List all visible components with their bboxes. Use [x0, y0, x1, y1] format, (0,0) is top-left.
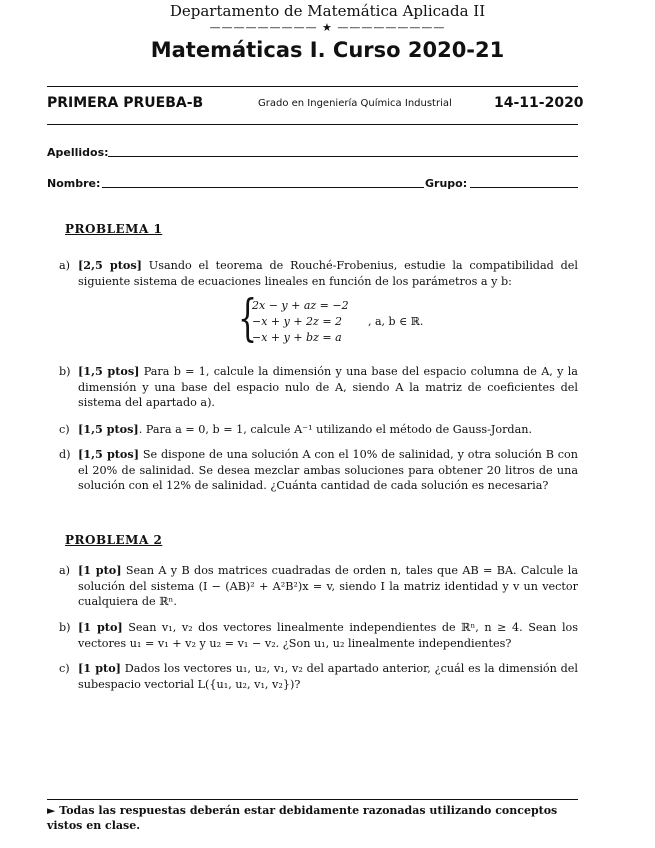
problem1-item-b — [59, 364, 578, 411]
degree-name: Grado en Ingeniería Química Industrial — [258, 98, 452, 109]
item-label: b) — [59, 621, 71, 634]
surname-field[interactable] — [108, 156, 578, 157]
exam-date: 14-11-2020 — [494, 95, 584, 111]
name-label: Nombre: — [47, 177, 101, 190]
item-label: c) — [59, 423, 70, 436]
points: [1 pto] — [78, 620, 123, 634]
course-title: Matemáticas I. Curso 2020-21 — [150, 38, 505, 62]
equation-2: −x + y + 2z = 2 — [252, 315, 343, 328]
surname-label: Apellidos: — [47, 146, 109, 159]
equation-1: 2x − y + az = −2 — [252, 299, 349, 312]
equation-3: −x + y + bz = a — [252, 331, 342, 344]
item-label: a) — [59, 259, 71, 272]
points: [2,5 ptos] — [78, 258, 142, 272]
item-text: Para b = 1, calcule la dimensión y una base del espacio columna de A, y la dimensión y una base del espacio nulo de A, siendo A la matriz de coeficientes del sistema del apartado a). — [78, 365, 578, 409]
problem1-item-c — [59, 422, 578, 438]
parameter-condition: , a, b ∈ ℝ. — [368, 315, 424, 328]
item-text: Dados los vectores u₁, u₂, v₁, v₂ del apartado anterior, ¿cuál es la dimensión del subespacio vectorial L({u₁, u₂, v₁, v₂})? — [78, 662, 579, 691]
points: [1,5 ptos] — [78, 422, 139, 436]
item-label: c) — [59, 662, 70, 675]
item-text: . Para a = 0, b = 1, calcule A⁻¹ utilizando el método de Gauss-Jordan. — [138, 423, 533, 436]
footer-note: ► Todas las respuestas deberán estar debidamente razonadas utilizando conceptos vistos en clase. — [47, 804, 558, 832]
name-field[interactable] — [102, 187, 424, 188]
item-text: Se dispone de una solución A con el 10% de salinidad, y otra solución B con el 20% de salinidad. Se desea mezclar ambas soluciones para obtener 20 litros de una solución con el 12% de salinidad. ¿Cuánta cantidad de cada solución es necesaria? — [78, 448, 579, 492]
problem2-item-a — [59, 563, 578, 610]
item-label: b) — [59, 365, 71, 378]
points: [1,5 ptos] — [78, 447, 139, 461]
problem2-item-b — [59, 620, 578, 651]
item-label: d) — [59, 448, 71, 461]
problem1-item-d — [59, 447, 578, 494]
problem1-item-a — [59, 258, 578, 289]
group-label: Grupo: — [425, 177, 468, 190]
header-top-rule — [47, 86, 578, 87]
equation-system — [238, 289, 438, 347]
exam-title: PRIMERA PRUEBA-B — [47, 95, 204, 111]
points: [1 pto] — [78, 563, 122, 577]
item-text: Sean v₁, v₂ dos vectores linealmente independientes de ℝⁿ, n ≥ 4. Sean los vectores u₁ = v₁ + v₂ y u₂ = v₁ − v₂. ¿Son u₁, u₂ linealmente independientes? — [78, 621, 578, 650]
header-bottom-rule — [47, 124, 578, 125]
problem1-title: PROBLEMA 1 — [65, 222, 163, 236]
star-ornament: ————————— ★ ————————— — [209, 21, 446, 34]
item-text: Usando el teorema de Rouché-Frobenius, estudie la compatibilidad del siguiente sistema de ecuaciones lineales en función de los parámetros a y b: — [78, 259, 578, 288]
problem2-title: PROBLEMA 2 — [65, 533, 163, 547]
item-label: a) — [59, 564, 71, 577]
item-text: Sean A y B dos matrices cuadradas de orden n, tales que AB = BA. Calcule la solución del sistema (I − (AB)² + A²B²)x = v, siendo I la matriz identidad y v un vector cualquiera de ℝⁿ. — [78, 564, 579, 608]
left-brace: { — [238, 289, 258, 347]
points: [1 pto] — [78, 661, 121, 675]
points: [1,5 ptos] — [78, 364, 140, 378]
group-field[interactable] — [470, 187, 578, 188]
problem2-item-c — [59, 661, 578, 692]
department-name: Departamento de Matemática Aplicada II — [169, 2, 486, 20]
footer-rule — [47, 799, 578, 800]
